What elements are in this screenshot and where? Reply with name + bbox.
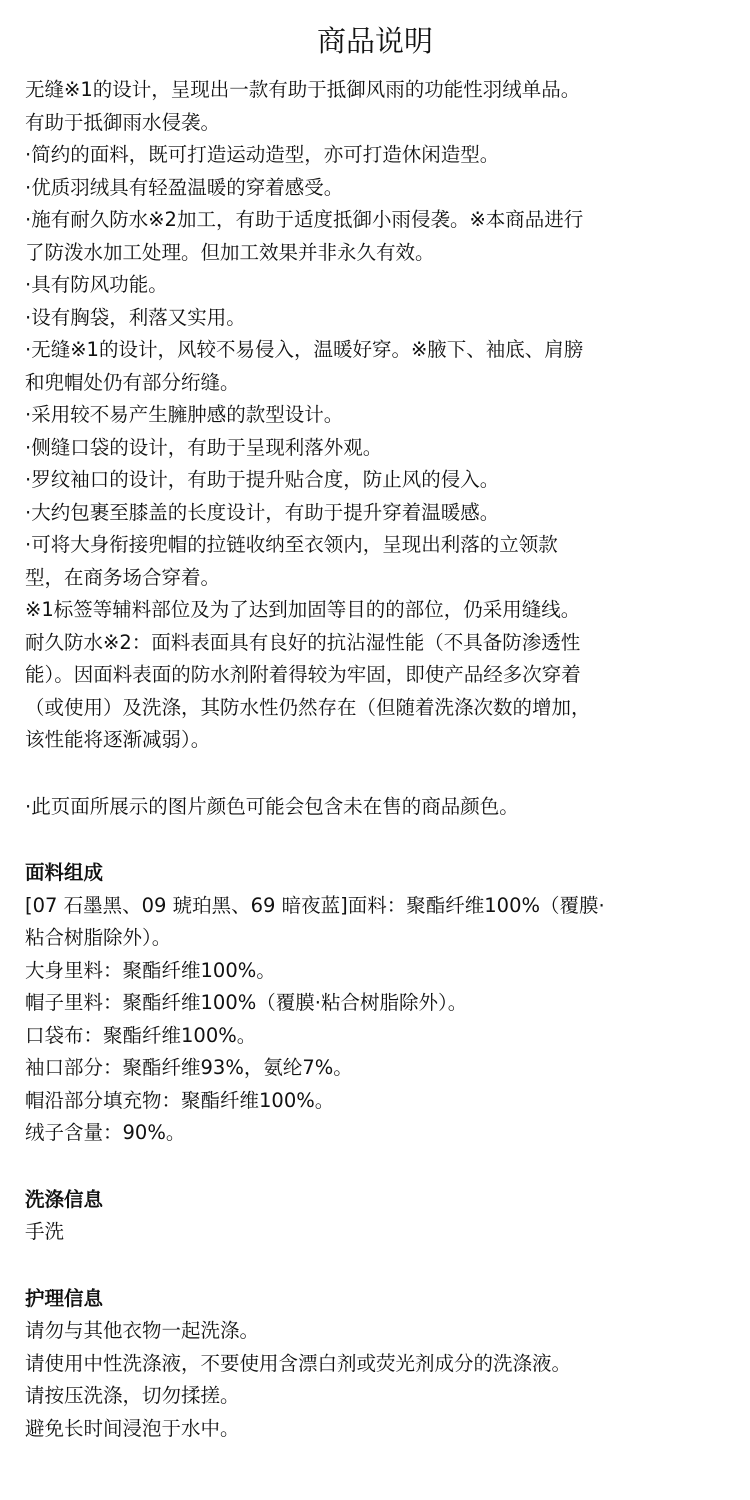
description-line: ·大约包裹至膝盖的长度设计，有助于提升穿着温暖感。 (25, 500, 500, 524)
care-line: 避免长时间浸泡于水中。 (25, 1416, 240, 1440)
material-line: 帽子里料：聚酯纤维100%（覆膜·粘合树脂除外）。 (25, 991, 468, 1014)
material-line: 口袋布：聚酯纤维100%。 (25, 1023, 257, 1047)
care-line: 请按压洗涤，切勿揉搓。 (25, 1384, 240, 1407)
description-line: ·采用较不易产生臃肿感的款型设计。 (25, 403, 344, 426)
material-line: 绒子含量：90%。 (25, 1121, 186, 1144)
description-line: ·无缝※1的设计，风较不易侵入，温暖好穿。※腋下、袖底、肩膀 (25, 338, 584, 361)
description-line: ※1标签等辅料部位及为了达到加固等目的的部位，仍采用缝线。 (25, 598, 581, 621)
material-line: 大身里料：聚酯纤维100%。 (25, 958, 276, 982)
description-line: 耐久防水※2：面料表面具有良好的抗沾湿性能（不具备防渗透性 (25, 630, 581, 654)
material-section (25, 857, 725, 1150)
description-line: ·罗纹袖口的设计，有助于提升贴合度，防止风的侵入。 (25, 468, 500, 491)
description-line: ·施有耐久防水※2加工，有助于适度抵御小雨侵袭。※本商品进行 (25, 208, 584, 231)
care-section (25, 1283, 725, 1446)
washing-heading: 洗涤信息 (25, 1187, 104, 1211)
color-note: ·此页面所展示的图片颜色可能会包含未在售的商品颜色。 (25, 794, 519, 818)
description-line: ·优质羽绒具有轻盈温暖的穿着感受。 (25, 175, 344, 199)
washing-section (25, 1184, 725, 1249)
description-line: 了防泼水加工处理。但加工效果并非永久有效。 (25, 240, 435, 264)
description-line: ·侧缝口袋的设计，有助于呈现利落外观。 (25, 435, 383, 459)
description-line: 该性能将逐渐减弱）。 (25, 728, 211, 751)
material-line: 袖口部分：聚酯纤维93%，氨纶7%。 (25, 1056, 353, 1079)
description-line: （或使用）及洗涤，其防水性仍然存在（但随着洗涤次数的增加， (25, 695, 591, 719)
description-line: ·设有胸袋，利落又实用。 (25, 305, 246, 329)
care-line: 请勿与其他衣物一起洗涤。 (25, 1319, 260, 1342)
material-line: 帽沿部分填充物：聚酯纤维100%。 (25, 1088, 335, 1112)
care-line: 请使用中性洗涤液，不要使用含漂白剂或荧光剂成分的洗涤液。 (25, 1351, 572, 1375)
material-line: [07 石墨黑、09 琥珀黑、69 暗夜蓝]面料：聚酯纤维100%（覆膜· (25, 893, 605, 917)
description-line: ·具有防风功能。 (25, 273, 168, 296)
description-line: ·简约的面料，既可打造运动造型，亦可打造休闲造型。 (25, 143, 500, 166)
washing-line: 手洗 (25, 1220, 65, 1243)
description-line: ·可将大身衔接兜帽的拉链收纳至衣领内，呈现出利落的立领款 (25, 533, 558, 556)
description-block (25, 74, 725, 757)
page-title: 商品说明 (316, 24, 433, 58)
description-line: 无缝※1的设计，呈现出一款有助于抵御风雨的功能性羽绒单品。 (25, 78, 581, 101)
care-heading: 护理信息 (25, 1286, 104, 1310)
color-note-block (25, 791, 725, 824)
description-line: 和兜帽处仍有部分绗缝。 (25, 370, 240, 394)
description-line: 有助于抵御雨水侵袭。 (25, 110, 221, 134)
material-heading: 面料组成 (25, 861, 104, 884)
description-line: 能）。因面料表面的防水剂附着得较为牢固，即使产品经多次穿着 (25, 663, 581, 686)
description-line: 型，在商务场合穿着。 (25, 565, 221, 589)
material-line: 粘合树脂除外）。 (25, 926, 172, 949)
